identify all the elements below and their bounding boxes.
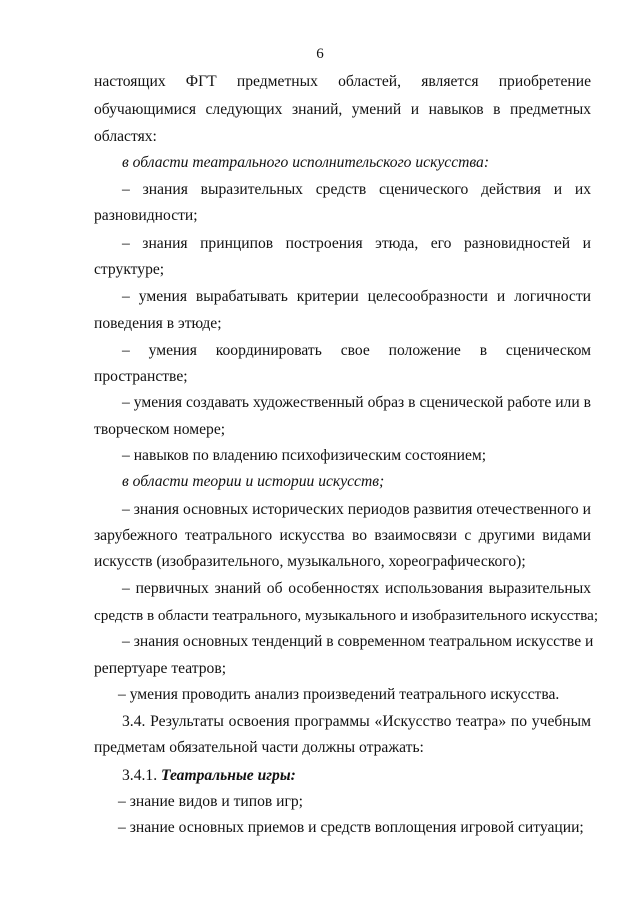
text-line: искусств (изобразительного, музыкального, хореографического); (94, 553, 526, 570)
section-heading: в области театрального исполнительского искусства: (122, 154, 490, 171)
text-line: настоящих ФГТ предметных областей, является приобретение (94, 73, 591, 90)
list-item: – навыков по владению психофизическим состоянием; (122, 447, 487, 464)
list-item: – умения координировать свое положение в сценическом (122, 342, 591, 359)
list-item: – знание основных приемов и средств воплощения игровой ситуации; (118, 819, 584, 836)
text-line: предметам обязательной части должны отражать: (94, 739, 424, 756)
list-item: – знания принципов построения этюда, его разновидностей и (122, 235, 591, 252)
list-item: – знания основных тенденций в современном театральном искусстве и (122, 633, 594, 650)
list-item: – знания выразительных средств сценического действия и их (122, 181, 591, 198)
subsection-title: Театральные игры: (160, 767, 296, 784)
list-item: – умения создавать художественный образ в сценической работе или в (122, 394, 591, 411)
text-line: репертуаре театров; (94, 660, 227, 677)
text-line: пространстве; (94, 368, 188, 385)
text-line: творческом номере; (94, 421, 226, 438)
list-item: – знание видов и типов игр; (118, 793, 304, 810)
list-item: – первичных знаний об особенностях использования выразительных (122, 580, 591, 597)
section-heading: в области теории и истории искусств; (122, 473, 385, 490)
text-line: обучающимися следующих знаний, умений и навыков в предметных (94, 101, 591, 118)
text-line: поведения в этюде; (94, 315, 222, 332)
text-line: структуре; (94, 261, 165, 278)
text-line: 3.4. Результаты освоения программы «Искусство театра» по учебным (122, 713, 591, 730)
text-line: средств в области театрального, музыкального и изобразительного искусства; (94, 607, 599, 624)
subsection-heading (122, 766, 591, 786)
subsection-number: 3.4.1. (122, 767, 161, 784)
page-number: 6 (316, 46, 324, 62)
text-line: разновидности; (94, 207, 198, 224)
list-item: – умения проводить анализ произведений театрального искусства. (118, 686, 560, 703)
text-line: зарубежного театрального искусства во взаимосвязи с другими видами (94, 527, 591, 544)
list-item: – знания основных исторических периодов развития отечественного и (122, 501, 591, 518)
list-item: – умения вырабатывать критерии целесообразности и логичности (122, 288, 591, 305)
text-line: областях: (94, 128, 157, 145)
